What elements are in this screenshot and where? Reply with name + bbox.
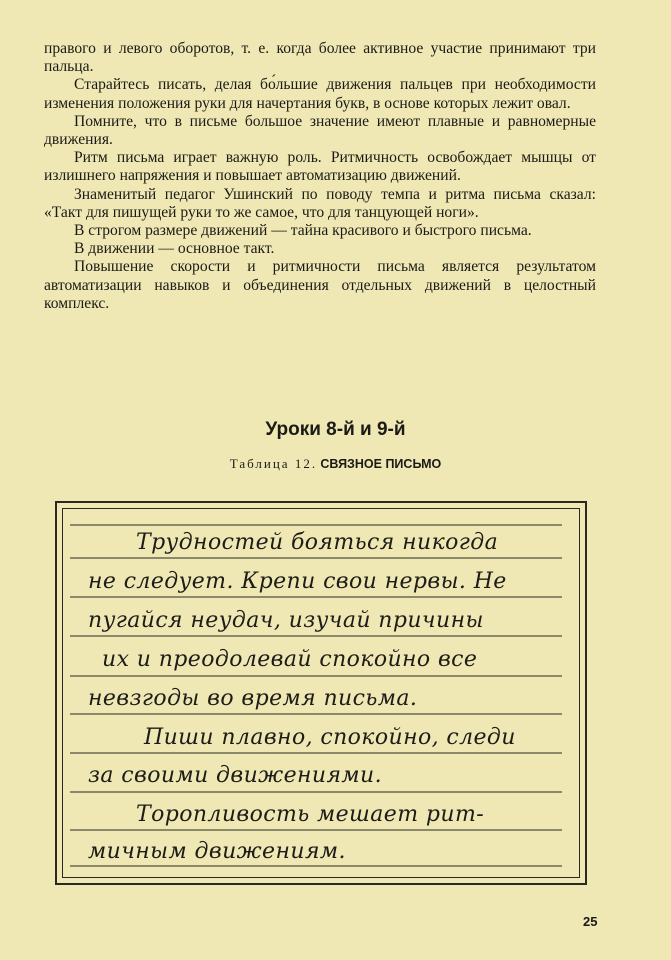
handwriting-line: мичным движениям. bbox=[88, 839, 346, 864]
paragraph: В движении — основное такт. bbox=[74, 240, 275, 258]
page-number: 25 bbox=[583, 914, 598, 929]
handwriting-line: невзгоды во время письма. bbox=[88, 686, 418, 711]
body-text bbox=[44, 40, 596, 313]
handwriting-line: Трудностей бояться никогда bbox=[136, 530, 499, 555]
handwriting-line: за своими движениями. bbox=[88, 763, 383, 788]
paragraph: В строгом размере движений — тайна красивого и быстрого письма. bbox=[74, 222, 532, 240]
paragraph: Знаменитый педагог Ушинский по поводу темпа и ритма письма сказал: «Такт для пишущей руки то же самое, что для танцующей ноги». bbox=[44, 185, 596, 221]
paragraph: Старайтесь писать, делая бо́льшие движения пальцев при необходимости изменения положения руки для начертания букв, в основе которых лежит овал. bbox=[44, 76, 596, 112]
paragraph: Повышение скорости и ритмичности письма является результатом автоматизации навыков и объединения отдельных движений в целостный комплекс. bbox=[44, 258, 596, 312]
handwriting-line: Торопливость мешает рит- bbox=[136, 802, 485, 827]
paragraph: правого и левого оборотов, т. е. когда более активное участие принимают три пальца. bbox=[44, 40, 596, 76]
handwriting-line: Пиши плавно, спокойно, следи bbox=[144, 725, 516, 750]
handwriting-sample bbox=[62, 508, 580, 878]
table-number: Таблица 12. bbox=[229, 456, 318, 471]
table-caption bbox=[0, 456, 671, 472]
paragraph: Помните, что в письме большое значение имеют плавные и равномерные движения. bbox=[44, 112, 596, 149]
handwriting-line: их и преодолевай спокойно все bbox=[102, 647, 478, 672]
handwriting-line: не следует. Крепи свои нервы. Не bbox=[88, 569, 507, 594]
paragraph: Ритм письма играет важную роль. Ритмичность освобождает мышцы от излишнего напряжения и повышает автоматизацию движений. bbox=[44, 149, 596, 185]
lesson-heading: Уроки 8-й и 9-й bbox=[265, 419, 406, 440]
table-title: СВЯЗНОЕ ПИСЬМО bbox=[320, 457, 442, 471]
handwriting-line: пугайся неудач, изучай причины bbox=[88, 608, 484, 633]
